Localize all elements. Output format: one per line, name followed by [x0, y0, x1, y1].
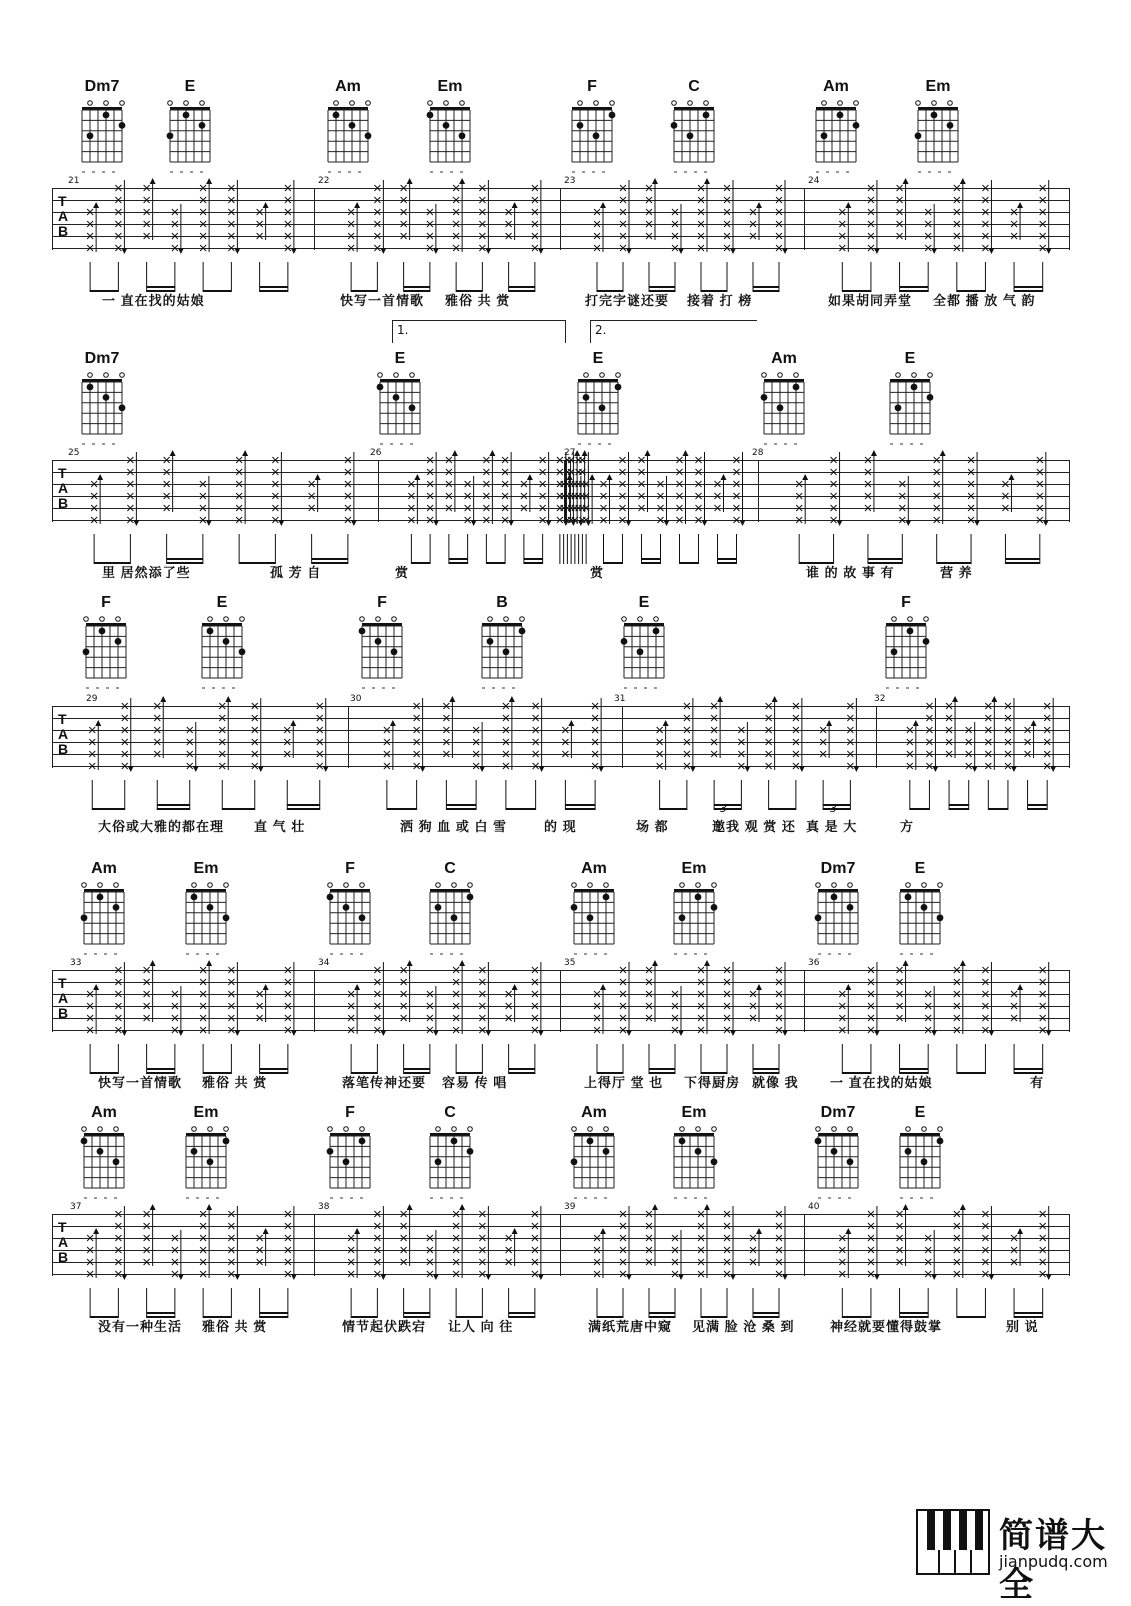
chord-diagram	[664, 860, 724, 962]
measure-number: 22	[318, 176, 330, 186]
lyric-segment: 打完字谜还要	[585, 293, 670, 308]
chord-name: Em	[925, 78, 951, 95]
measure-number: 26	[370, 448, 382, 458]
measure-number: 29	[86, 694, 98, 704]
chord-name: Am	[823, 78, 849, 95]
lyric-segment: 雅俗 共 赏	[202, 1319, 268, 1334]
lyric-segment: 如果胡同弄堂	[828, 293, 913, 308]
lyric-segment: 神经就要懂得鼓掌	[830, 1319, 943, 1334]
lyric-segment: 谁 的 故 事 有	[806, 565, 895, 580]
chord-diagram	[614, 594, 674, 696]
measure-number: 33	[70, 958, 82, 968]
chord-diagram	[420, 78, 480, 180]
lyric-segment: 赏	[395, 565, 410, 580]
lyric-segment: 有	[1030, 1075, 1045, 1090]
strum-notation	[52, 948, 1070, 1083]
lyric-segment: 赏	[590, 565, 605, 580]
lyric-segment: 雅俗 共 赏	[202, 1075, 268, 1090]
tab-clef: T A B	[58, 711, 69, 757]
chord-name: F	[377, 594, 387, 611]
volta-bracket-1: 1.	[392, 320, 566, 343]
chord-diagram	[568, 350, 628, 452]
chord-diagram	[564, 860, 624, 962]
chord-name: Em	[193, 1104, 219, 1121]
lyric-segment: 就像 我	[752, 1075, 799, 1090]
chord-diagram	[320, 860, 380, 962]
measure-number: 40	[808, 1202, 820, 1212]
chord-diagram	[72, 350, 132, 452]
lyric-segment: 别 说	[1006, 1319, 1039, 1334]
chord-name: E	[914, 860, 926, 877]
lyric-segment: 真 是 大	[806, 819, 858, 834]
measure-number: 24	[808, 176, 820, 186]
strum-notation	[52, 684, 1070, 819]
lyric-segment: 容易 传 唱	[442, 1075, 508, 1090]
chord-diagram	[664, 1104, 724, 1206]
lyric-segment: 邀我 观 赏 还	[712, 819, 796, 834]
chord-name: E	[394, 350, 406, 367]
chord-diagram	[806, 78, 866, 180]
tab-staff	[52, 958, 1070, 1032]
chord-diagram	[176, 1104, 236, 1206]
lyric-segment: 场 都	[636, 819, 669, 834]
lyric-segment: 上得厅 堂 也	[584, 1075, 664, 1090]
lyric-segment: 雅俗 共 赏	[445, 293, 511, 308]
tab-staff	[52, 176, 1070, 250]
lyric-segment: 营 养	[940, 565, 973, 580]
piano-logo-icon	[913, 1508, 993, 1578]
chord-name: Dm7	[820, 860, 856, 877]
lyric-segment: 一 直在找的姑娘	[830, 1075, 933, 1090]
triplet-marker: 3	[720, 802, 727, 815]
chord-name: Dm7	[84, 78, 120, 95]
measure-number: 32	[874, 694, 886, 704]
chord-name: Am	[335, 78, 361, 95]
lyric-segment: 接着 打 榜	[687, 293, 753, 308]
lyric-segment: 落笔传神还要	[342, 1075, 427, 1090]
measure-number: 39	[564, 1202, 576, 1212]
tab-clef: T A B	[58, 1219, 69, 1265]
measure-number: 31	[614, 694, 626, 704]
measure-number: 27	[564, 448, 576, 458]
chord-diagram	[564, 1104, 624, 1206]
tab-clef: T A B	[58, 975, 69, 1021]
chord-diagram	[664, 78, 724, 180]
chord-diagram	[352, 594, 412, 696]
chord-name: E	[638, 594, 650, 611]
chord-diagram	[808, 860, 868, 962]
lyric-segment: 方	[900, 819, 915, 834]
chord-diagram	[890, 860, 950, 962]
chord-name: E	[914, 1104, 926, 1121]
chord-name: C	[688, 78, 700, 95]
chord-name: Dm7	[84, 350, 120, 367]
measure-number: 30	[350, 694, 362, 704]
chord-diagram	[472, 594, 532, 696]
chord-name: C	[444, 860, 456, 877]
chord-diagram	[890, 1104, 950, 1206]
chord-diagram	[192, 594, 252, 696]
chord-diagram	[72, 78, 132, 180]
measure-number: 23	[564, 176, 576, 186]
chord-diagram	[562, 78, 622, 180]
chord-name: B	[496, 594, 508, 611]
measure-number: 25	[68, 448, 80, 458]
chord-name: Am	[581, 860, 607, 877]
measure-number: 37	[70, 1202, 82, 1212]
chord-name: E	[592, 350, 604, 367]
lyric-segment: 下得厨房	[684, 1075, 741, 1090]
chord-name: E	[216, 594, 228, 611]
chord-diagram	[320, 1104, 380, 1206]
measure-number: 36	[808, 958, 820, 968]
volta-bracket-2: 2.	[590, 320, 757, 343]
chord-diagram	[76, 594, 136, 696]
chord-diagram	[876, 594, 936, 696]
chord-name: C	[444, 1104, 456, 1121]
strum-notation	[52, 166, 1070, 301]
lyric-segment: 见满 脸 沧 桑 到	[692, 1319, 795, 1334]
chord-name: Em	[681, 860, 707, 877]
lyric-segment: 满纸荒唐中窥	[588, 1319, 673, 1334]
measure-number: 21	[68, 176, 80, 186]
lyric-segment: 一 直在找的姑娘	[102, 293, 205, 308]
chord-name: F	[901, 594, 911, 611]
chord-diagram	[420, 860, 480, 962]
strum-notation	[52, 438, 1070, 573]
chord-diagram	[754, 350, 814, 452]
tab-clef: T A B	[58, 193, 69, 239]
chord-name: F	[587, 78, 597, 95]
chord-diagram	[74, 860, 134, 962]
chord-diagram	[160, 78, 220, 180]
chord-name: Em	[681, 1104, 707, 1121]
chord-name: E	[184, 78, 196, 95]
lyric-segment: 洒 狗 血 或 白 雪	[400, 819, 508, 834]
chord-diagram	[370, 350, 430, 452]
tab-staff	[52, 1202, 1070, 1276]
chord-name: Em	[437, 78, 463, 95]
lyric-segment: 里 居然添了些	[102, 565, 191, 580]
chord-diagram	[808, 1104, 868, 1206]
chord-name: Am	[771, 350, 797, 367]
site-watermark	[913, 1508, 1113, 1605]
measure-number: 28	[752, 448, 764, 458]
chord-diagram	[318, 78, 378, 180]
lyric-segment: 孤 芳 自	[270, 565, 322, 580]
lyric-segment: 没有一种生活	[98, 1319, 183, 1334]
measure-number: 35	[564, 958, 576, 968]
chord-diagram	[420, 1104, 480, 1206]
chord-diagram	[74, 1104, 134, 1206]
watermark-title: 简谱大全	[999, 1516, 1107, 1605]
tab-clef: T A B	[58, 465, 69, 511]
lyric-segment: 让人 向 往	[448, 1319, 514, 1334]
lyric-segment: 快写一首情歌	[340, 293, 425, 308]
tab-staff	[52, 448, 1070, 522]
chord-name: Dm7	[820, 1104, 856, 1121]
chord-name: Am	[91, 860, 117, 877]
chord-diagram	[176, 860, 236, 962]
triplet-marker: 3	[830, 802, 837, 815]
lyric-segment: 直 气 壮	[254, 819, 306, 834]
chord-name: E	[904, 350, 916, 367]
strum-notation	[52, 1192, 1070, 1327]
lyric-segment: 的 现	[544, 819, 577, 834]
lyric-segment: 快写一首情歌	[98, 1075, 183, 1090]
lyric-segment: 全都 播 放 气 韵	[933, 293, 1036, 308]
lyric-segment: 大俗或大雅的都在理	[98, 819, 225, 834]
chord-diagram	[908, 78, 968, 180]
measure-number: 34	[318, 958, 330, 968]
measure-number: 38	[318, 1202, 330, 1212]
chord-name: F	[101, 594, 111, 611]
chord-diagram	[880, 350, 940, 452]
lyric-segment: 情节起伏跌宕	[342, 1319, 427, 1334]
chord-name: Am	[581, 1104, 607, 1121]
chord-name: F	[345, 860, 355, 877]
chord-name: Em	[193, 860, 219, 877]
chord-name: Am	[91, 1104, 117, 1121]
watermark-url: jianpudq.com	[999, 1552, 1108, 1571]
tab-staff	[52, 694, 1070, 768]
chord-name: F	[345, 1104, 355, 1121]
